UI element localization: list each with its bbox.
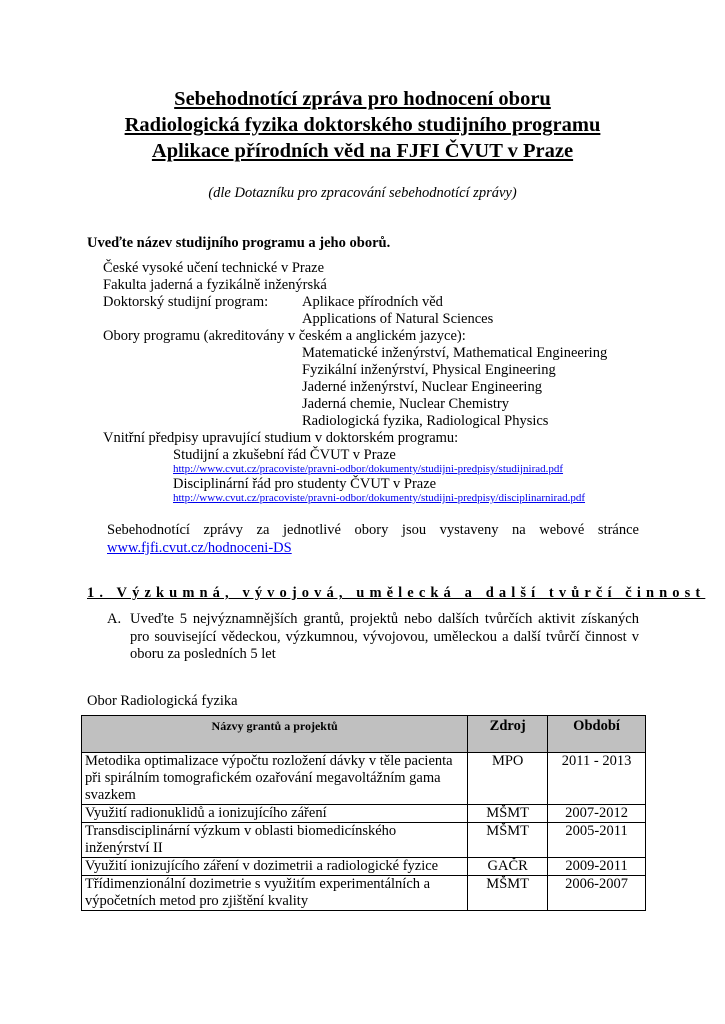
table-row bbox=[82, 823, 646, 858]
program-name-en: Applications of Natural Sciences bbox=[302, 311, 494, 327]
table-row bbox=[82, 858, 646, 876]
grant-period: 2005-2011 bbox=[548, 823, 646, 858]
grant-source: MŠMT bbox=[468, 805, 548, 823]
grant-period: 2009-2011 bbox=[548, 858, 646, 876]
intro-heading: Uveďte název studijního programu a jeho oborů. bbox=[87, 235, 391, 251]
grant-name: Třídimenzionální dozimetrie s využitím experimentálních a výpočetních metod pro zjištění kvality bbox=[82, 876, 468, 911]
column-header-grants: Názvy grantů a projektů bbox=[82, 716, 468, 753]
university-name: České vysoké učení technické v Praze bbox=[103, 260, 325, 276]
report-title bbox=[0, 86, 725, 164]
table-row bbox=[82, 753, 646, 805]
table-row bbox=[82, 805, 646, 823]
field-item: Fyzikální inženýrství, Physical Engineering bbox=[302, 362, 556, 378]
item-letter: A. bbox=[107, 611, 122, 627]
table-header-row bbox=[82, 716, 646, 753]
regulations-label: Vnitřní předpisy upravující studium v doktorském programu: bbox=[103, 430, 459, 446]
column-header-source: Zdroj bbox=[468, 716, 548, 753]
title-line-3: Aplikace přírodních věd na FJFI ČVUT v Praze bbox=[151, 140, 574, 162]
item-text: Uveďte 5 nejvýznamnějších grantů, projektů nebo dalších tvůrčích aktivit získaných pro související vědeckou, výzkumnou, vývojovou, uměleckou a další tvůrčí činnost v oboru za posledních 5 let bbox=[130, 611, 639, 662]
field-label: Obor Radiologická fyzika bbox=[87, 693, 238, 709]
reports-text: Sebehodnotící zprávy za jednotlivé obory jsou vystaveny na webové stránce bbox=[107, 522, 639, 538]
table-row bbox=[82, 876, 646, 911]
regulation-1-name: Studijní a zkušební řád ČVUT v Praze bbox=[173, 447, 396, 463]
column-header-period: Období bbox=[548, 716, 646, 753]
grant-name: Metodika optimalizace výpočtu rozložení dávky v těle pacienta při spirálním tomografickém ozařování megavoltážním gama svazkem bbox=[82, 753, 468, 805]
grant-name: Transdisciplinární výzkum v oblasti biomedicínského inženýrství II bbox=[82, 823, 468, 858]
program-name-cz: Aplikace přírodních věd bbox=[302, 294, 443, 310]
title-line-1: Sebehodnotící zpráva pro hodnocení oboru bbox=[174, 88, 551, 110]
program-label: Doktorský studijní program: bbox=[103, 294, 269, 310]
faculty-name: Fakulta jaderná a fyzikálně inženýrská bbox=[103, 277, 327, 293]
regulation-2-link[interactable]: http://www.cvut.cz/pracoviste/pravni-odbor/dokumenty/studijni-predpisy/disciplinarnirad.pdf bbox=[173, 492, 586, 504]
subtitle: (dle Dotazníku pro zpracování sebehodnotící zprávy) bbox=[208, 185, 517, 201]
field-item: Jaderné inženýrství, Nuclear Engineering bbox=[302, 379, 542, 395]
grant-source: GAČR bbox=[468, 858, 548, 876]
regulation-1-link[interactable]: http://www.cvut.cz/pracoviste/pravni-odbor/dokumenty/studijni-predpisy/studijnirad.pdf bbox=[173, 463, 564, 475]
grant-source: MPO bbox=[468, 753, 548, 805]
grant-name: Využití ionizujícího záření v dozimetrii a radiologické fyzice bbox=[82, 858, 468, 876]
fields-label: Obory programu (akreditovány v českém a anglickém jazyce): bbox=[103, 328, 466, 344]
section-1-heading: 1. Výzkumná, vývojová, umělecká a další tvůrčí činnost bbox=[87, 585, 706, 601]
grant-period: 2011 - 2013 bbox=[548, 753, 646, 805]
grant-source: MŠMT bbox=[468, 823, 548, 858]
reports-link[interactable]: www.fjfi.cvut.cz/hodnoceni-DS bbox=[107, 540, 292, 556]
grant-source: MŠMT bbox=[468, 876, 548, 911]
field-item: Matematické inženýrství, Mathematical Engineering bbox=[302, 345, 608, 361]
grant-name: Využití radionuklidů a ionizujícího záření bbox=[82, 805, 468, 823]
field-item: Jaderná chemie, Nuclear Chemistry bbox=[302, 396, 509, 412]
grant-period: 2007-2012 bbox=[548, 805, 646, 823]
regulation-2-name: Disciplinární řád pro studenty ČVUT v Praze bbox=[173, 476, 437, 492]
grants-table bbox=[81, 715, 646, 911]
title-line-2: Radiologická fyzika doktorského studijního programu bbox=[124, 114, 601, 136]
grant-period: 2006-2007 bbox=[548, 876, 646, 911]
field-item: Radiologická fyzika, Radiological Physics bbox=[302, 413, 549, 429]
